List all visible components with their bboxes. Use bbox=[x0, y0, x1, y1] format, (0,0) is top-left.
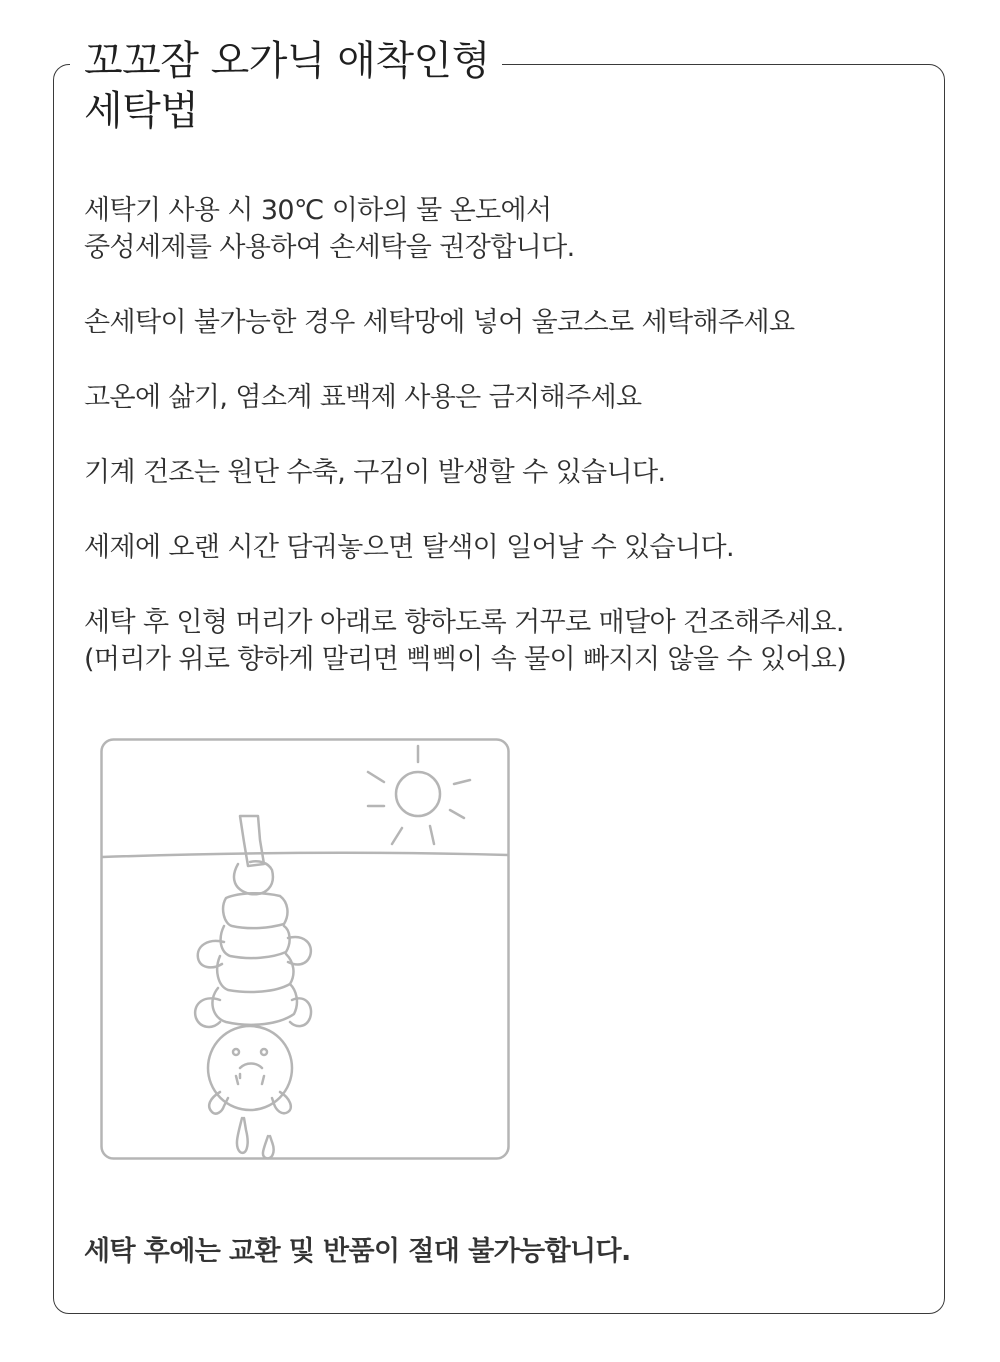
instruction-paragraph bbox=[84, 604, 924, 678]
instruction-line: 세탁 후 인형 머리가 아래로 향하도록 거꾸로 매달아 건조해주세요. bbox=[84, 607, 844, 638]
instruction-line: 기계 건조는 원단 수축, 구김이 발생할 수 있습니다. bbox=[84, 457, 666, 488]
sun-icon bbox=[396, 772, 440, 816]
illustration-box bbox=[102, 740, 509, 1159]
instruction-line: (머리가 위로 향하게 말리면 삑삑이 속 물이 빠지지 않을 수 있어요) bbox=[84, 644, 847, 675]
hanging-doll-drying-icon bbox=[100, 738, 510, 1160]
instruction-line: 고온에 삶기, 염소계 표백제 사용은 금지해주세요 bbox=[84, 382, 642, 413]
title-line-2: 세탁법 bbox=[84, 88, 199, 134]
instruction-paragraph bbox=[84, 379, 924, 416]
water-drop-icon bbox=[237, 1118, 248, 1153]
instruction-line: 세탁기 사용 시 30℃ 이하의 물 온도에서 bbox=[84, 195, 552, 226]
instruction-paragraph bbox=[84, 192, 924, 266]
instruction-line: 중성세제를 사용하여 손세탁을 권장합니다. bbox=[84, 232, 575, 263]
page-title bbox=[70, 36, 502, 136]
instruction-line: 손세탁이 불가능한 경우 세탁망에 넣어 울코스로 세탁해주세요 bbox=[84, 307, 795, 338]
instruction-paragraph bbox=[84, 529, 924, 566]
instruction-line: 세제에 오랜 시간 담궈놓으면 탈색이 일어날 수 있습니다. bbox=[84, 532, 734, 563]
clothes-peg-icon bbox=[240, 816, 264, 866]
clothesline bbox=[102, 853, 508, 857]
doll-head bbox=[208, 1026, 292, 1110]
title-line-1: 꼬꼬잠 오가닉 애착인형 bbox=[84, 38, 490, 84]
no-return-notice: 세탁 후에는 교환 및 반품이 절대 불가능합니다. bbox=[84, 1236, 631, 1267]
washing-instructions bbox=[84, 192, 924, 716]
water-drop-icon bbox=[263, 1136, 274, 1158]
instruction-paragraph bbox=[84, 304, 924, 341]
instruction-paragraph bbox=[84, 454, 924, 491]
